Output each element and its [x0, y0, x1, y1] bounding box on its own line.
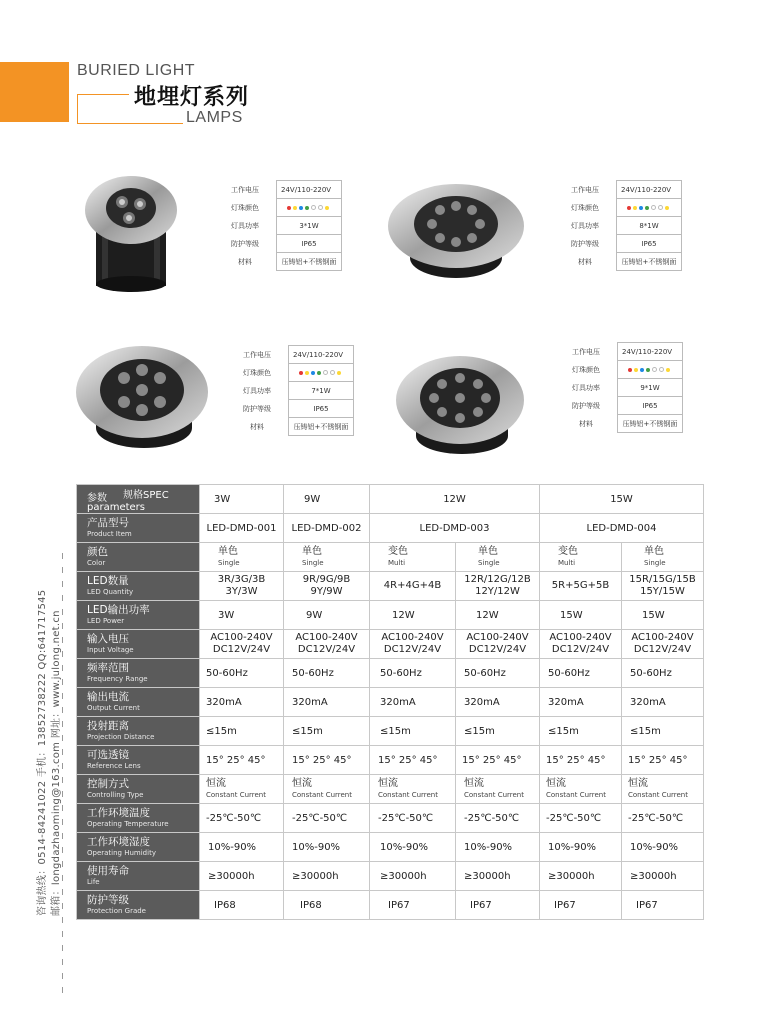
row-label-cn: 工作环境湿度	[87, 836, 150, 848]
card-value: 24V/110-220V	[618, 343, 683, 361]
cell-value: 15° 25° 45°	[456, 746, 540, 775]
spec-card-7w	[226, 345, 354, 436]
spec-card-8w	[554, 180, 682, 271]
table-row	[77, 630, 704, 659]
cell-en: Constant Current	[546, 791, 606, 799]
cell-value: ≤15m	[456, 717, 540, 746]
cell-value: -25℃-50℃	[622, 804, 704, 833]
spec-card-9w	[555, 342, 683, 433]
card-value: 压铸铝+不锈钢面	[289, 418, 354, 436]
cell-value: 15° 25° 45°	[622, 746, 704, 775]
spec-power-12w: 12W	[370, 485, 540, 514]
card-key: 材料	[578, 257, 592, 266]
cell-line: 4R+4G+4B	[383, 580, 442, 591]
card-value: 7*1W	[289, 382, 354, 400]
cell-line: 3Y/3W	[225, 586, 258, 597]
card-value: 3*1W	[277, 217, 342, 235]
cell-cn: 恒流	[378, 778, 398, 789]
table-row	[77, 572, 704, 601]
row-label-en: Input Voltage	[87, 646, 134, 654]
row-label-en: Life	[87, 878, 100, 886]
cell-line: DC12V/24V	[468, 644, 527, 655]
cell-value: 320mA	[540, 688, 622, 717]
cell-value: 320mA	[284, 688, 370, 717]
led-color-dots	[277, 199, 342, 217]
cell-cn: 恒流	[464, 778, 484, 789]
cell-en: Constant Current	[206, 791, 266, 799]
cell-value: ≤15m	[370, 717, 456, 746]
row-label-en: LED Power	[87, 617, 125, 625]
cell-value: ≥30000h	[622, 862, 704, 891]
cell-value: ≥30000h	[540, 862, 622, 891]
cell-line: DC12V/24V	[551, 644, 610, 655]
header-title-cn: 地埋灯系列	[134, 85, 250, 110]
cell-line: 15R/15G/15B	[629, 574, 696, 585]
cell-line: DC12V/24V	[633, 644, 692, 655]
cell-value: 15° 25° 45°	[370, 746, 456, 775]
spec-table	[76, 484, 704, 920]
cell-value: 15° 25° 45°	[540, 746, 622, 775]
row-label-cn: LED数量	[87, 575, 129, 587]
cell-value: 12W	[456, 601, 540, 630]
row-label-cn: 使用寿命	[87, 865, 129, 877]
lamp-photo-7led	[72, 342, 212, 452]
cell-line: AC100-240V	[549, 632, 612, 643]
row-label-en: Operating Temperature	[87, 820, 169, 828]
card-value: 压铸铝+不锈钢面	[617, 253, 682, 271]
cell-value: 50-60Hz	[456, 659, 540, 688]
row-label-cn: 频率范围	[87, 662, 129, 674]
spec-corner-spec: 规格SPEC	[123, 490, 169, 501]
cell-cn: 恒流	[206, 778, 226, 789]
led-color-dots	[617, 199, 682, 217]
row-label-cn: 颜色	[87, 546, 108, 558]
row-label-cn: 控制方式	[87, 778, 129, 790]
cell-value: 3W	[200, 601, 284, 630]
card-value: 24V/110-220V	[289, 346, 354, 364]
row-label-en: Controlling Type	[87, 791, 144, 799]
cell-cn: 变色	[558, 546, 578, 557]
cell-value: 320mA	[200, 688, 284, 717]
cell-line: 12Y/12W	[475, 586, 520, 597]
cell-value: -25℃-50℃	[540, 804, 622, 833]
row-label-cn: 防护等级	[87, 894, 129, 906]
card-key: 灯具功率	[572, 383, 600, 392]
header-rule	[77, 94, 129, 95]
table-row	[77, 891, 704, 920]
card-key: 材料	[579, 419, 593, 428]
cell-line: AC100-240V	[381, 632, 444, 643]
card-key: 工作电压	[231, 185, 259, 194]
cell-line: AC100-240V	[631, 632, 694, 643]
row-label-cn: LED输出功率	[87, 604, 150, 616]
cell-value: 320mA	[370, 688, 456, 717]
cell-value: IP67	[622, 891, 704, 920]
lamp-photo-3led	[82, 172, 180, 294]
cell-en: Single	[302, 559, 324, 567]
header-rule	[77, 123, 183, 124]
card-key: 灯具功率	[243, 386, 271, 395]
table-row	[77, 746, 704, 775]
cell-value: 10%-90%	[200, 833, 284, 862]
led-color-dots	[618, 361, 683, 379]
cell-cn: 变色	[388, 546, 408, 557]
card-key: 工作电压	[571, 185, 599, 194]
cell-line: DC12V/24V	[212, 644, 271, 655]
cell-en: Multi	[388, 559, 406, 567]
cell-cn: 单色	[302, 546, 322, 557]
card-value: 8*1W	[617, 217, 682, 235]
cell-value: -25℃-50℃	[456, 804, 540, 833]
card-value: 压铸铝+不锈钢面	[618, 415, 683, 433]
table-row	[77, 804, 704, 833]
card-key: 灯具功率	[571, 221, 599, 230]
row-label-cn: 输入电压	[87, 633, 129, 645]
lamp-photo-9led	[394, 350, 526, 458]
brand-orange-block	[0, 62, 69, 122]
card-value: IP65	[289, 400, 354, 418]
row-label-en: Operating Humidity	[87, 849, 156, 857]
card-key: 工作电压	[243, 350, 271, 359]
cell-value: 9W	[284, 601, 370, 630]
row-label-cn: 投射距离	[87, 720, 129, 732]
spec-corner-params-en: parameters	[87, 502, 146, 513]
product-code: LED-DMD-002	[284, 514, 370, 543]
product-code: LED-DMD-001	[200, 514, 284, 543]
card-key: 防护等级	[571, 239, 599, 248]
cell-value: ≤15m	[540, 717, 622, 746]
cell-cn: 单色	[218, 546, 238, 557]
row-label-cn: 产品型号	[87, 517, 129, 529]
cell-value: 10%-90%	[370, 833, 456, 862]
cell-value: IP67	[540, 891, 622, 920]
cell-line: 9Y/9W	[310, 586, 343, 597]
cell-value: ≤15m	[200, 717, 284, 746]
cell-value: ≤15m	[622, 717, 704, 746]
cell-cn: 单色	[478, 546, 498, 557]
contact-phone-line: 咨询热线：0514-84241022 手机：13852738222 QQ:641717545	[37, 589, 48, 916]
card-key: 材料	[250, 422, 264, 431]
cell-value: IP67	[456, 891, 540, 920]
cell-value: 50-60Hz	[284, 659, 370, 688]
cell-value: 15° 25° 45°	[284, 746, 370, 775]
cell-value: 10%-90%	[284, 833, 370, 862]
spec-card-3w	[214, 180, 342, 271]
contact-email-line: 邮箱：longdazhaoming@163.com 网址：www.julong.net.cn	[51, 610, 62, 916]
cell-en: Constant Current	[628, 791, 688, 799]
card-key: 防护等级	[572, 401, 600, 410]
table-row	[77, 775, 704, 804]
row-label-en: Color	[87, 559, 106, 567]
table-row	[77, 833, 704, 862]
row-label-cn: 输出电流	[87, 691, 129, 703]
cell-value: ≥30000h	[284, 862, 370, 891]
card-key: 灯珠颜色	[231, 203, 259, 212]
row-label-en: Product Item	[87, 530, 132, 538]
cell-value: 320mA	[622, 688, 704, 717]
card-value: 24V/110-220V	[617, 181, 682, 199]
lamp-photo-8led	[386, 180, 526, 280]
cell-line: AC100-240V	[466, 632, 529, 643]
cell-value: ≥30000h	[456, 862, 540, 891]
cell-en: Constant Current	[378, 791, 438, 799]
cell-value: ≥30000h	[200, 862, 284, 891]
table-row	[77, 688, 704, 717]
side-dashed-rule	[62, 553, 64, 1001]
row-label-en: Projection Distance	[87, 733, 155, 741]
row-label-en: Output Current	[87, 704, 140, 712]
cell-en: Single	[218, 559, 240, 567]
cell-value: IP68	[284, 891, 370, 920]
table-row	[77, 659, 704, 688]
card-value: 压铸铝+不锈钢面	[277, 253, 342, 271]
product-code: LED-DMD-003	[370, 514, 540, 543]
card-value: 9*1W	[618, 379, 683, 397]
cell-en: Single	[478, 559, 500, 567]
spec-power-9w: 9W	[284, 485, 370, 514]
card-key: 灯具功率	[231, 221, 259, 230]
card-key: 材料	[238, 257, 252, 266]
card-key: 灯珠颜色	[571, 203, 599, 212]
spec-power-3w: 3W	[200, 485, 284, 514]
header-rule	[77, 94, 78, 124]
cell-line: DC12V/24V	[297, 644, 356, 655]
card-key: 防护等级	[231, 239, 259, 248]
card-key: 防护等级	[243, 404, 271, 413]
cell-cn: 恒流	[292, 778, 312, 789]
card-value: IP65	[618, 397, 683, 415]
row-label-cn: 工作环境温度	[87, 807, 150, 819]
row-label-cn: 可选透镜	[87, 749, 129, 761]
cell-value: 50-60Hz	[200, 659, 284, 688]
cell-en: Constant Current	[464, 791, 524, 799]
cell-cn: 恒流	[628, 778, 648, 789]
cell-line: 5R+5G+5B	[551, 580, 610, 591]
cell-value: 15W	[540, 601, 622, 630]
card-value: 24V/110-220V	[277, 181, 342, 199]
header-title-en-bottom: LAMPS	[186, 109, 243, 126]
cell-value: 10%-90%	[540, 833, 622, 862]
card-key: 灯珠颜色	[243, 368, 271, 377]
cell-value: 10%-90%	[622, 833, 704, 862]
cell-value: 15W	[622, 601, 704, 630]
cell-value: 50-60Hz	[622, 659, 704, 688]
cell-value: -25℃-50℃	[200, 804, 284, 833]
cell-value: -25℃-50℃	[370, 804, 456, 833]
card-value: IP65	[277, 235, 342, 253]
cell-line: DC12V/24V	[383, 644, 442, 655]
cell-value: 320mA	[456, 688, 540, 717]
card-key: 工作电压	[572, 347, 600, 356]
row-label-en: Frequency Range	[87, 675, 148, 683]
spec-corner-params-cn: 参数	[87, 493, 107, 504]
table-row	[77, 862, 704, 891]
spec-power-15w: 15W	[540, 485, 704, 514]
cell-value: -25℃-50℃	[284, 804, 370, 833]
cell-value: IP68	[200, 891, 284, 920]
cell-value: ≥30000h	[370, 862, 456, 891]
cell-value: 50-60Hz	[370, 659, 456, 688]
cell-line: 15Y/15W	[640, 586, 685, 597]
card-key: 灯珠颜色	[572, 365, 600, 374]
cell-cn: 单色	[644, 546, 664, 557]
cell-en: Constant Current	[292, 791, 352, 799]
table-row	[77, 601, 704, 630]
cell-value: 50-60Hz	[540, 659, 622, 688]
cell-cn: 恒流	[546, 778, 566, 789]
row-label-en: Reference Lens	[87, 762, 141, 770]
cell-line: 3R/3G/3B	[217, 574, 266, 585]
row-label-en: Protection Grade	[87, 907, 146, 915]
cell-en: Multi	[558, 559, 576, 567]
cell-value: 12W	[370, 601, 456, 630]
cell-line: AC100-240V	[210, 632, 273, 643]
cell-line: 12R/12G/12B	[464, 574, 531, 585]
table-row	[77, 514, 704, 543]
led-color-dots	[289, 364, 354, 382]
cell-value: 15° 25° 45°	[200, 746, 284, 775]
row-label-en: LED Quantity	[87, 588, 134, 596]
cell-value: IP67	[370, 891, 456, 920]
table-row	[77, 717, 704, 746]
cell-line: 9R/9G/9B	[302, 574, 351, 585]
cell-value: ≤15m	[284, 717, 370, 746]
header-title-en-top: BURIED LIGHT	[77, 62, 196, 79]
card-value: IP65	[617, 235, 682, 253]
product-code: LED-DMD-004	[540, 514, 704, 543]
cell-value: 10%-90%	[456, 833, 540, 862]
cell-en: Single	[644, 559, 666, 567]
table-row	[77, 543, 704, 572]
spec-header-row	[77, 485, 704, 514]
cell-line: AC100-240V	[295, 632, 358, 643]
